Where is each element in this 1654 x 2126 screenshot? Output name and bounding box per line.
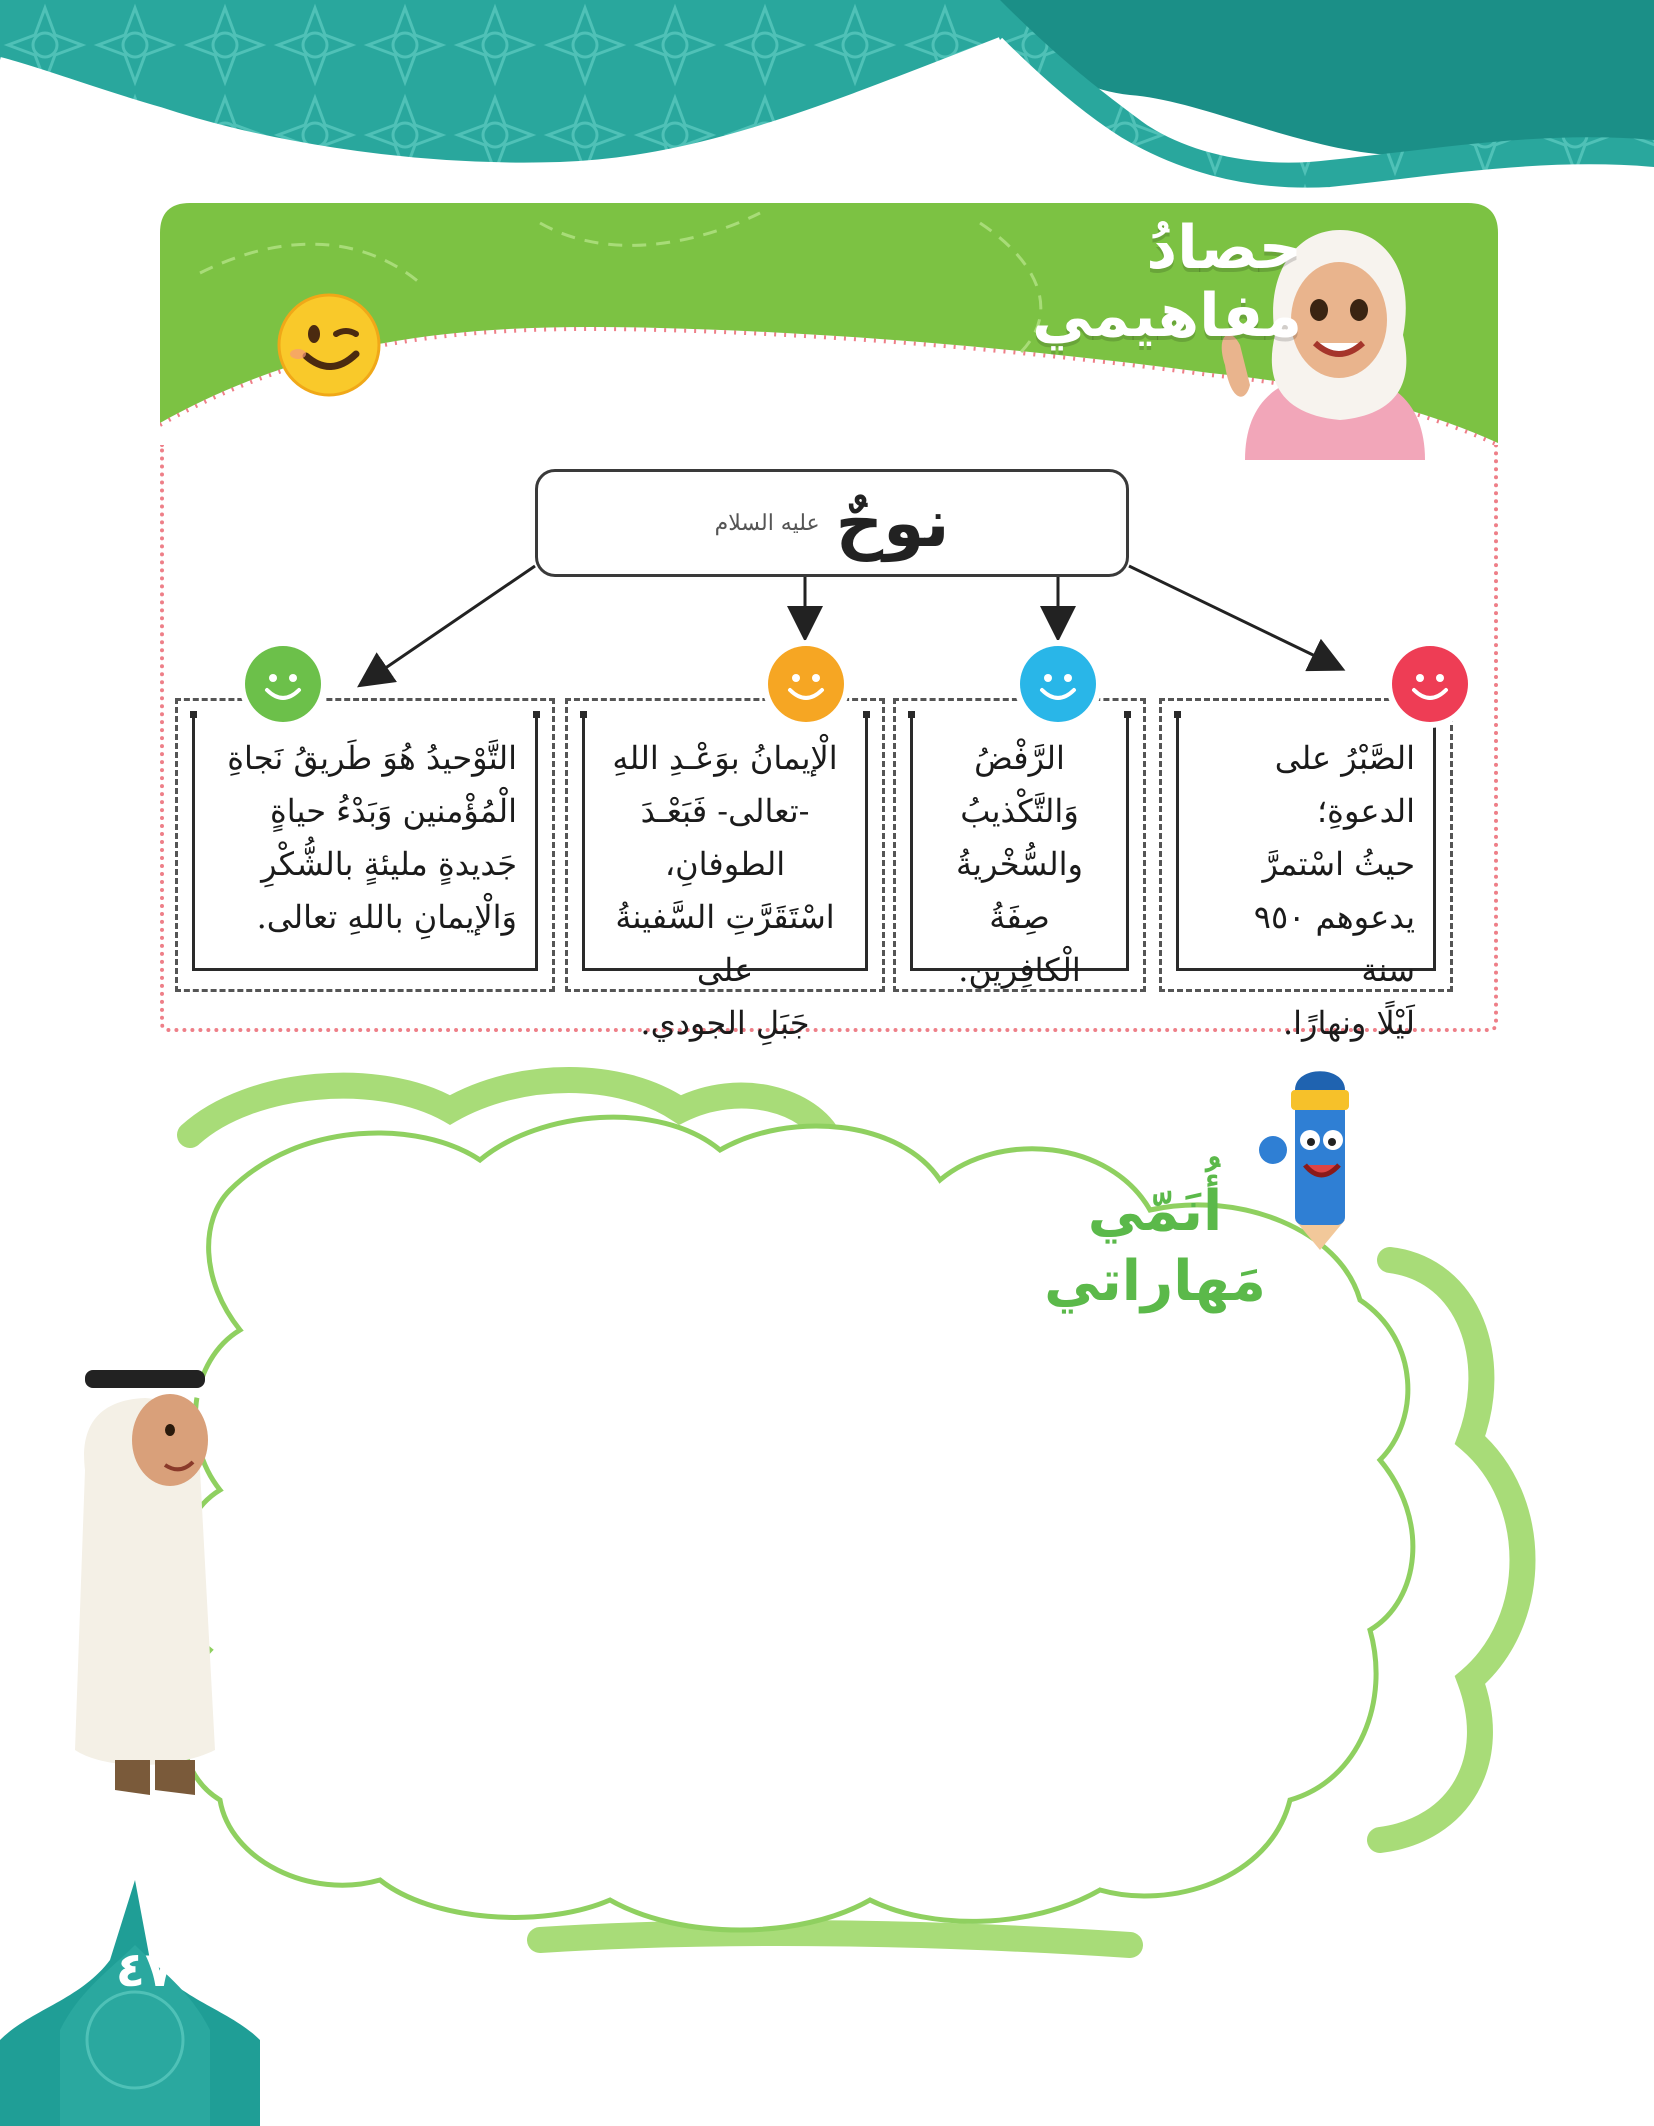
card-line: والسُّخْريةُ صِفَةُ <box>955 845 1083 936</box>
card-line: لَيْلًا ونهارًا. <box>1282 1004 1415 1042</box>
card-line: التَّوْحيدُ هُوَ طَريقُ نَجاةِ <box>227 739 517 777</box>
concept-card-faith <box>565 698 885 1042</box>
orange-smiley-icon <box>760 638 852 730</box>
page-number: ٤٧ <box>115 1942 175 1998</box>
section-title-line1: حصادُ <box>1146 213 1302 283</box>
card-line: وَالْإيمانِ باللهِ تعالى. <box>256 898 517 936</box>
pencil-mascot-illustration <box>1255 1060 1385 1250</box>
honorific-phrase: عليه السلام <box>714 510 820 536</box>
card-line: الرَّفْضُ <box>974 739 1065 777</box>
writing-cloud-area <box>0 1040 1654 1980</box>
skills-title-line2: مَهاراتي <box>1044 1249 1266 1314</box>
concept-card-monotheism <box>175 698 555 992</box>
blue-smiley-icon <box>1012 638 1104 730</box>
concept-center-box <box>535 469 1129 577</box>
card-line: الْإيمانُ بوَعْـدِ اللهِ <box>612 739 838 777</box>
pink-smiley-icon <box>1384 638 1476 730</box>
skills-title-line1: أُنَمّي <box>1087 1179 1223 1244</box>
card-line: الْكافِرين. <box>958 951 1081 989</box>
section-title-line2: مفاهيمي <box>1032 281 1302 351</box>
green-smiley-icon <box>237 638 329 730</box>
card-line: حيثُ اسْتمرَّ <box>1262 845 1415 883</box>
card-line: وَالتَّكْذيبُ <box>960 792 1079 830</box>
card-line: اسْتَقَرَّتِ السَّفينةُ على <box>615 898 835 989</box>
concept-card-patience <box>1159 698 1453 1042</box>
card-line: جَديدةٍ مليئةٍ بالشُّكْرِ <box>261 845 517 883</box>
card-line: -تعالى- فَبَعْـدَ الطوفانِ، <box>640 792 810 883</box>
boy-character-illustration <box>55 1330 230 1810</box>
concept-card-rejection <box>893 698 1146 992</box>
card-line: الصَّبْرُ على الدعوةِ؛ <box>1274 739 1415 830</box>
prophet-name: نوحٌ <box>835 484 950 562</box>
card-line: يدعوهم ٩٥٠ سنة <box>1253 898 1415 989</box>
card-line: الْمُؤْمنين وَبَدْءُ حياةٍ <box>270 792 517 830</box>
card-line: جَبَلِ الجودي. <box>640 1004 810 1042</box>
